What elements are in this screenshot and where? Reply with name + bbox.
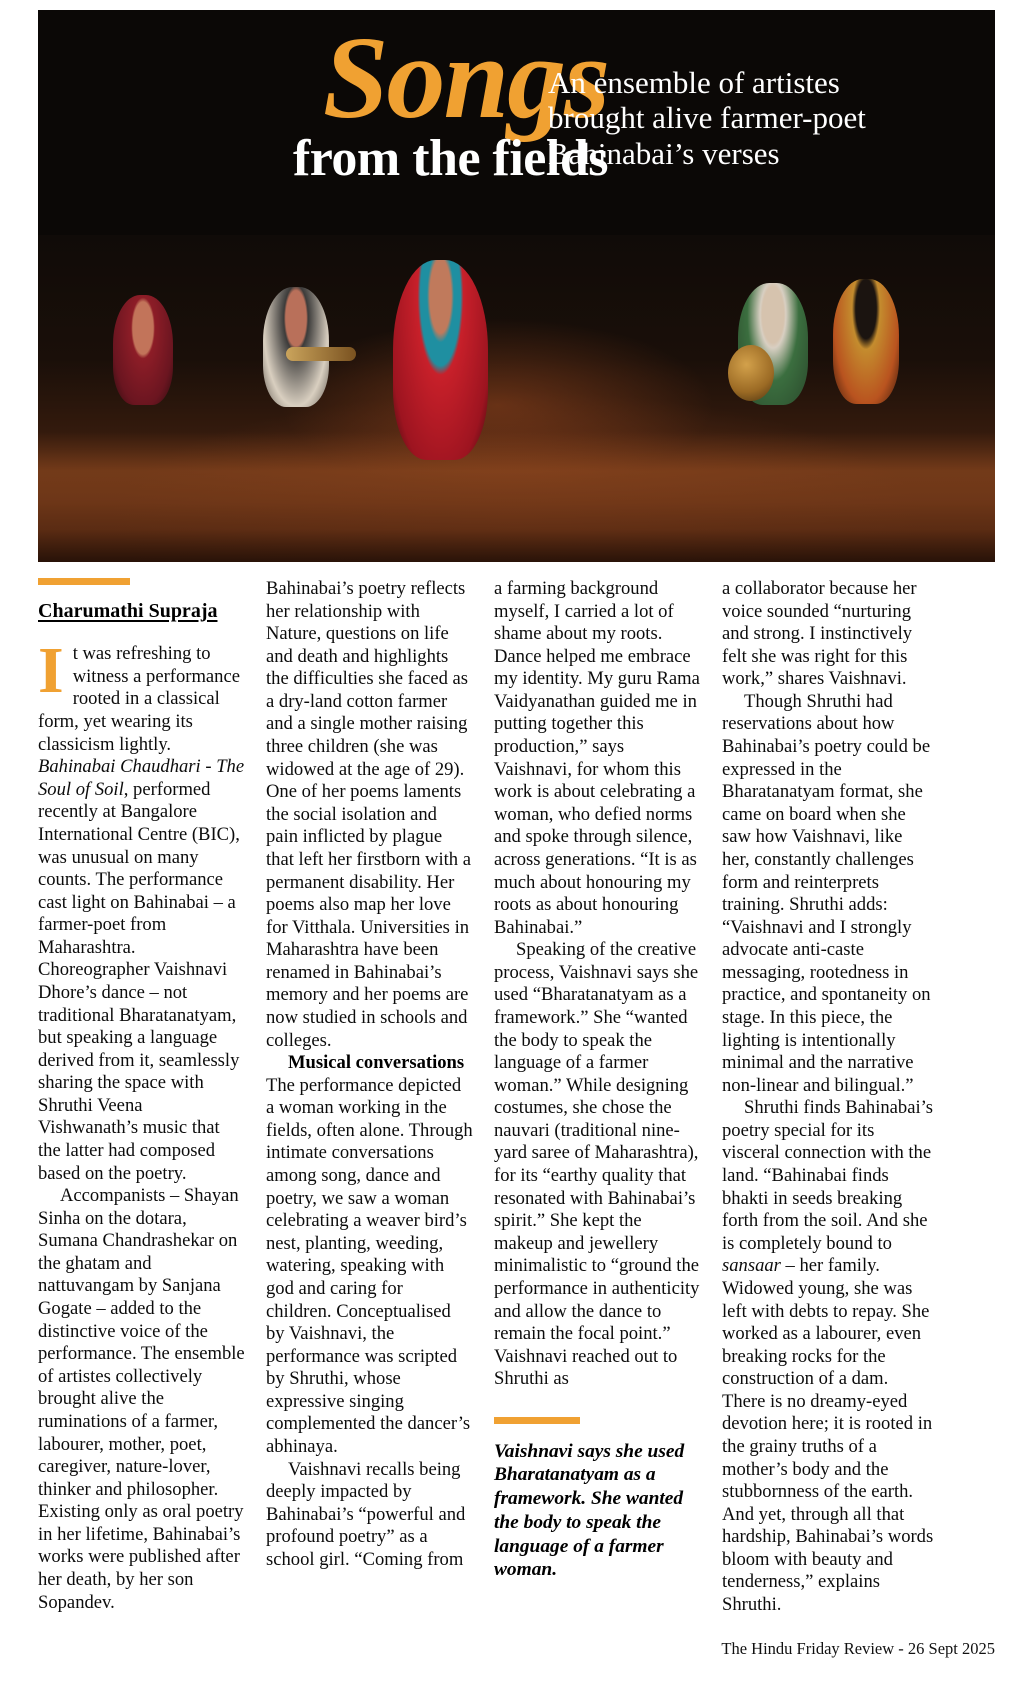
performance-photograph [38, 235, 995, 562]
paragraph: Bahinabai’s poetry reflects her relationship with Nature, questions on life and death and highlights the difficulties she faced as a dry-land cotton farmer and a single mother raising three children (she was widowed at the age of 29). One of her poems laments the social isolation and pain inflicted by plague that left her firstborn with a permanent disability. Her poems also map her love for Vitthala. Universities in Maharashtra have been renamed in Bahinabai’s memory and her poems are now studied in schools and colleges. [266, 578, 471, 1051]
paragraph: a farming background myself, I carried a lot of shame about my roots. Dance helped me embrace my identity. My guru Rama Vaidyanathan guided me in putting together this production,” says Vaishnavi, for whom this work is about celebrating a woman, who defied norms and spoke through silence, across generations. “It is as much about honouring my roots as about honouring Bahinabai.” [494, 578, 700, 938]
paragraph-lead-text: t was refreshing to witness a performance rooted in a classical form, yet wearing its classicism lightly. [38, 643, 240, 755]
paragraph-part-a: Shruthi finds Bahinabai’s poetry special for its visceral connection with the land. “Bahinabai finds bhakti in seeds breaking forth from the soil. And she is completely bound to [722, 1097, 934, 1254]
pull-quote-text: Vaishnavi says she used Bharatanatyam as a framework. She wanted the body to speak the language of a farmer woman. [494, 1440, 685, 1581]
standfirst: An ensemble of artistes brought alive farmer-poet Bahinabai’s verses [548, 65, 866, 171]
accent-rule [494, 1417, 580, 1424]
paragraph-lead-tail: , performed recently at Bangalore International Centre (BIC), was unusual on many counts. The performance cast light on Bahinabai – a farmer-poet from Maharashtra. Choreographer Vaishnavi Dhore’s dance – not traditional Bharatanatyam, but speaking a language derived from it, seamlessly sharing the space with Shruthi Veena Vishwanath’s music that the latter had composed based on the poetry. [38, 778, 240, 1184]
paragraph-lead [38, 634, 245, 1185]
work-title-italic: Bahinabai Chaudhari - The Soul of Soil [38, 756, 245, 800]
musician-left-vocalist [113, 295, 173, 405]
byline: Charumathi Supraja [38, 600, 218, 622]
stage-floor [38, 432, 995, 562]
column-2 [266, 578, 473, 1571]
pull-quote [494, 1417, 701, 1582]
column-1 [38, 578, 245, 1614]
paragraph: Vaishnavi recalls being deeply impacted by Bahinabai’s “powerful and profound poetry” as a school girl. “Coming from [266, 1458, 466, 1570]
bharatanatyam-dancer [393, 260, 488, 460]
sansaar-italic: sansaar [722, 1255, 781, 1277]
section-subhead: Musical conversations [288, 1052, 465, 1074]
column-4 [722, 578, 934, 1617]
headline-line-2: from the fields [292, 129, 608, 187]
headline-line-1: Songs [322, 12, 608, 143]
paragraph: Though Shruthi had reservations about how Bahinabai’s poetry could be expressed in the Bharatanatyam format, she came on board when she saw how Vaishnavi, like her, constantly challenges form and reinterprets training. Shruthi adds: “Vaishnavi and I strongly advocate anti-caste messaging, rootedness in practice, and spontaneity on stage. In this piece, the lighting is intentionally minimal and the narrative non-linear and bilingual.” [722, 690, 931, 1096]
musician-right-singer [833, 279, 899, 404]
dotara-instrument-icon [286, 347, 356, 361]
paragraph: The performance depicted a woman working in the fields, often alone. Through intimate conversations among song, dance and poetry, we saw a woman celebrating a weaver bird’s nest, planting, weeding, watering, speaking with god and caring for children. Conceptualised by Vaishnavi, the performance was scripted by Shruthi, whose expressive singing complemented the dancer’s abhinaya. [266, 1074, 473, 1457]
paragraph: a collaborator because her voice sounded “nurturing and strong. I instinctively felt she was right for this work,” shares Vaishnavi. [722, 578, 917, 690]
publication-credit: The Hindu Friday Review - 26 Sept 2025 [721, 1639, 995, 1658]
drop-cap: I [38, 634, 64, 708]
paragraph-with-italic [722, 1097, 934, 1616]
article-body [38, 578, 995, 1623]
headline-text-wrap [138, 12, 608, 187]
accent-rule [38, 578, 130, 585]
paragraph: Accompanists – Shayan Sinha on the dotara, Sumana Chandrashekar on the ghatam and nattuvangam by Sanjana Gogate – added to the distinctive voice of the performance. The ensemble of artistes collectively brought alive the ruminations of a farmer, labourer, mother, poet, caregiver, nature-lover, thinker and philosopher. Existing only as oral poetry in her lifetime, Bahinabai’s works were published after her death, by her son Sopandev. [38, 1185, 245, 1613]
paragraph: Speaking of the creative process, Vaishnavi says she used “Bharatanatyam as a framework.” She “wanted the body to speak the language of a farmer woman.” While designing costumes, she chose the nauvari (traditional nine-yard saree of Maharashtra), for its “earthy quality that resonated with Bahinabai’s spirit.” She kept the makeup and jewellery minimalistic to “ground the performance in authenticity and allow the dance to remain the focal point.” Vaishnavi reached out to Shruthi as [494, 939, 700, 1390]
tanpura-instrument-icon [728, 345, 774, 401]
paragraph-part-b: – her family. Widowed young, she was left with debts to repay. She worked as a labourer, even breaking rocks for the construction of a dam. There is no dreamy-eyed devotion here; it is rooted in the grainy truths of a mother’s body and the stubbornness of the earth. And yet, through all that hardship, Bahinabai’s words bloom with beauty and tenderness,” explains Shruthi. [722, 1255, 934, 1616]
column-3 [494, 578, 701, 1582]
headline-block [38, 10, 995, 235]
hero-section [38, 10, 995, 562]
